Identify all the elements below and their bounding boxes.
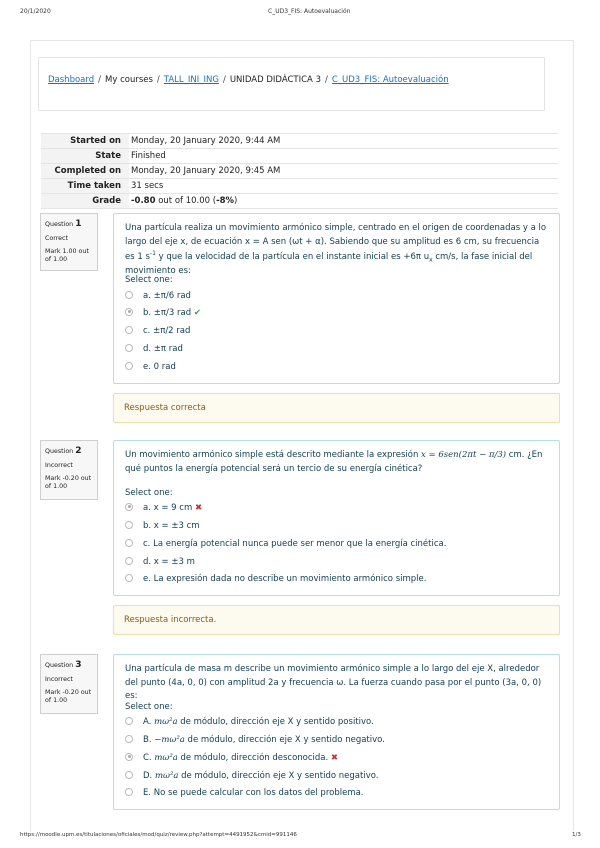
option-e[interactable] — [125, 362, 176, 372]
question-state: Incorrect — [45, 462, 73, 470]
summary-row — [41, 179, 558, 194]
option-letter: C. — [143, 753, 152, 763]
summary-label: Started on — [41, 134, 129, 149]
option-text: b. ±π/3 rad — [143, 308, 192, 318]
summary-label: Grade — [41, 194, 129, 209]
summary-row — [41, 134, 558, 149]
attempt-summary-table — [41, 133, 558, 209]
question-text-part: Un movimiento armónico simple está descrito mediante la expresión — [125, 450, 422, 460]
question-number: 3 — [75, 660, 82, 670]
radio-icon[interactable] — [125, 771, 133, 779]
option-letter: E. — [143, 788, 152, 798]
grade-close: ) — [234, 196, 238, 206]
question-state: Correct — [45, 235, 68, 243]
radio-icon[interactable] — [125, 539, 133, 547]
question-3-text: Una partícula de masa m describe un movimiento armónico simple a lo largo del eje X, alrededor del punto (4a, 0, 0) con amplitud 2a y frecuencia ω. La fuerza cuando pasa por el punto (3a, 0, 0) es: — [125, 664, 542, 702]
radio-selected-icon[interactable] — [125, 308, 133, 316]
cross-icon: ✖ — [330, 753, 339, 763]
breadcrumb-dashboard[interactable]: Dashboard — [48, 75, 95, 85]
question-2-info — [40, 440, 98, 500]
radio-selected-icon[interactable] — [125, 503, 133, 511]
print-title: C_UD3_FIS: Autoevaluación — [268, 8, 351, 15]
radio-icon[interactable] — [125, 291, 133, 299]
summary-value: 31 secs — [129, 179, 558, 194]
option-b[interactable] — [125, 735, 385, 745]
breadcrumb-separator: / — [98, 75, 101, 85]
option-e[interactable] — [125, 788, 364, 798]
option-formula: mω²a — [154, 753, 178, 763]
option-text: de módulo, dirección eje X y sentido negativo. — [184, 735, 385, 745]
question-prefix: Question — [45, 662, 74, 669]
question-text-part: Una partícula realiza un movimiento armónico simple, centrado en el origen de coordenadas y a lo largo del eje x, de ecuación x = A sen (ωt + α). Sabiendo que su amplitud es 6 cm, su frecuencia es 1 s — [125, 223, 547, 263]
question-text-part: cm/s, la fase inicial del movimiento es: — [125, 252, 533, 277]
breadcrumb-separator: / — [222, 75, 226, 85]
question-2-text — [125, 449, 549, 476]
option-text: de módulo, dirección eje X y sentido positivo. — [177, 717, 374, 727]
option-text: a. x = 9 cm — [143, 503, 193, 513]
question-text-part: y que la velocidad de la partícula en el instante inicial es +6π u — [155, 252, 430, 263]
option-letter: D. — [143, 771, 153, 781]
select-one-label: Select one: — [125, 702, 173, 712]
option-d[interactable] — [125, 771, 379, 781]
select-one-label: Select one: — [125, 275, 173, 285]
grade-value — [129, 194, 558, 209]
option-e[interactable] — [125, 574, 426, 584]
print-page-number: 1/3 — [572, 832, 581, 838]
option-a[interactable] — [125, 503, 202, 513]
grade-score: -0.80 — [131, 196, 156, 206]
option-d[interactable] — [125, 557, 195, 567]
option-text: e. 0 rad — [143, 362, 176, 372]
summary-row — [41, 149, 558, 164]
option-b[interactable] — [125, 308, 201, 318]
radio-icon[interactable] — [125, 788, 133, 796]
breadcrumb-separator: / — [324, 75, 328, 85]
option-text: e. La expresión dada no describe un movimiento armónico simple. — [143, 574, 427, 584]
cross-icon: ✖ — [194, 503, 203, 513]
question-1-text — [125, 222, 549, 279]
option-c[interactable] — [125, 326, 190, 336]
print-date: 20/1/2020 — [20, 8, 51, 15]
option-d[interactable] — [125, 344, 183, 354]
summary-row — [41, 194, 558, 209]
radio-icon[interactable] — [125, 521, 133, 529]
option-formula: mω²a — [154, 771, 179, 781]
radio-icon[interactable] — [125, 735, 133, 743]
option-text: b. x = ±3 cm — [143, 521, 200, 531]
breadcrumb-course[interactable]: TALL_INI_ING — [163, 75, 219, 85]
option-text: d. x = ±3 m — [143, 557, 195, 567]
option-formula: mω²a — [154, 717, 178, 727]
summary-row — [41, 164, 558, 179]
question-2-feedback: Respuesta incorrecta. — [113, 605, 560, 635]
select-one-label: Select one: — [125, 488, 173, 498]
question-number: 2 — [75, 446, 82, 456]
question-text-sub: x — [429, 256, 433, 264]
option-letter: A. — [143, 717, 152, 727]
option-text: c. La energía potencial nunca puede ser menor que la energía cinética. — [143, 539, 447, 549]
radio-icon[interactable] — [125, 574, 133, 582]
breadcrumb-my-courses: My courses — [105, 75, 153, 85]
radio-icon[interactable] — [125, 344, 133, 352]
breadcrumb-separator: / — [156, 75, 160, 85]
breadcrumb-unit: UNIDAD DIDÁCTICA 3 — [229, 75, 321, 85]
question-text-sup: -1 — [149, 250, 156, 258]
question-formula: x = 6sen(2πt − π/3) — [421, 450, 507, 460]
option-text: c. ±π/2 rad — [143, 326, 191, 336]
option-c[interactable] — [125, 539, 446, 549]
radio-selected-icon[interactable] — [125, 753, 133, 761]
grade-outof: out of 10.00 ( — [155, 196, 217, 206]
summary-label: State — [41, 149, 129, 164]
radio-icon[interactable] — [125, 326, 133, 334]
option-a[interactable] — [125, 291, 191, 301]
option-text: de módulo, dirección desconocida. — [177, 753, 329, 763]
summary-value: Monday, 20 January 2020, 9:45 AM — [129, 164, 558, 179]
option-text: No se puede calcular con los datos del problema. — [153, 788, 364, 798]
question-1-info — [40, 213, 98, 271]
option-a[interactable] — [125, 717, 374, 727]
radio-icon[interactable] — [125, 362, 133, 370]
check-icon: ✔ — [193, 308, 201, 318]
radio-icon[interactable] — [125, 717, 133, 725]
option-b[interactable] — [125, 521, 200, 531]
question-1-box — [113, 213, 560, 384]
summary-value: Monday, 20 January 2020, 9:44 AM — [129, 134, 558, 149]
option-text: d. ±π rad — [143, 344, 183, 354]
question-text-part: cm. ¿En qué puntos la energía potencial será un tercio de su energía cinética? — [125, 450, 543, 474]
summary-value: Finished — [129, 149, 558, 164]
print-url: https://moodle.upm.es/titulaciones/oficiales/mod/quiz/review.php?attempt=4491952&cmid=991146 — [20, 832, 297, 838]
radio-icon[interactable] — [125, 557, 133, 565]
option-formula: −mω²a — [154, 735, 185, 745]
question-2-box — [113, 440, 560, 596]
grade-percent: -8% — [216, 196, 235, 206]
question-3-info — [40, 654, 98, 714]
option-c[interactable] — [125, 753, 338, 763]
option-text: a. ±π/6 rad — [143, 291, 191, 301]
question-mark: Mark -0.20 out of 1.00 — [45, 688, 92, 705]
option-text: de módulo, dirección eje X y sentido negativo. — [178, 771, 379, 781]
breadcrumb-quiz[interactable]: C_UD3_FIS: Autoevaluación — [331, 75, 449, 85]
option-letter: B. — [143, 735, 152, 745]
question-number: 1 — [75, 219, 82, 229]
question-prefix: Question — [45, 448, 74, 455]
question-prefix: Question — [45, 221, 74, 228]
question-1-feedback: Respuesta correcta — [113, 393, 560, 423]
question-mark: Mark -0.20 out of 1.00 — [45, 474, 92, 491]
question-state: Incorrect — [45, 676, 73, 684]
summary-label: Completed on — [41, 164, 129, 179]
question-mark: Mark 1.00 out of 1.00 — [45, 247, 89, 264]
question-3-box — [113, 654, 560, 810]
summary-label: Time taken — [41, 179, 129, 194]
breadcrumb — [48, 75, 449, 85]
